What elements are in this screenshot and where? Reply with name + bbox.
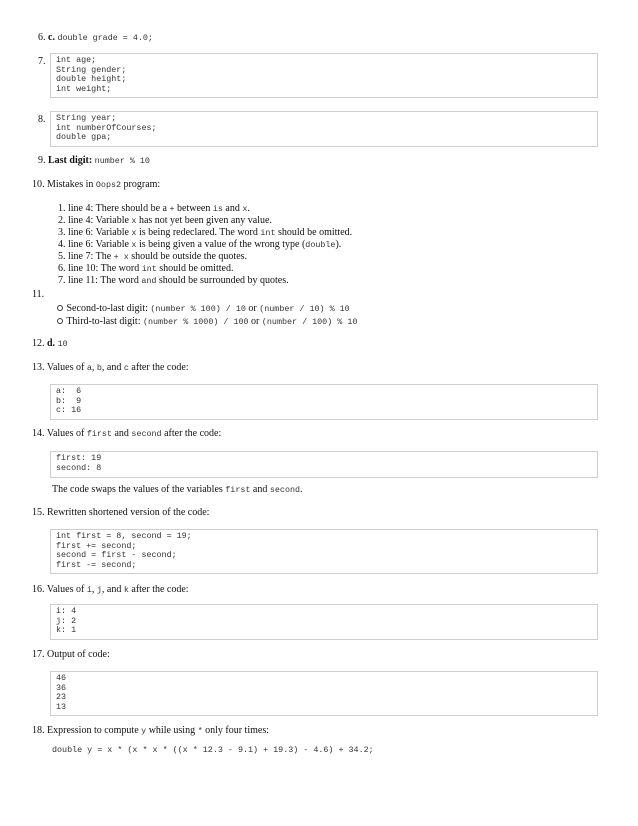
list-item [58, 251, 247, 263]
answer-12 [32, 338, 68, 350]
code-text: first [225, 485, 251, 495]
answer-10 [32, 179, 160, 191]
answer-18-code: double y = x * (x * x * ((x * 12.3 - 9.1) + 19.3) - 4.6) + 34.2; [52, 745, 374, 755]
code-text: second [269, 485, 301, 495]
code-text: first [86, 429, 112, 439]
text: line 11: The word [68, 275, 139, 286]
code-text: int [141, 264, 157, 274]
text: 15. [32, 507, 45, 518]
answer-15 [32, 507, 209, 518]
answer-code: Oops2 [95, 180, 122, 190]
answer-number: 9. [38, 155, 46, 166]
text: 3. [58, 227, 66, 238]
code-box-16 [50, 604, 598, 640]
code-line: int weight; [56, 83, 112, 94]
code-text: (number / 10) % 10 [259, 304, 350, 314]
text: is being given a value of the wrong type ( [138, 239, 306, 250]
code-text: (number % 1000) / 100 [142, 317, 249, 327]
text: 46 [56, 673, 67, 683]
code-text: * [197, 726, 203, 736]
text: Values of [46, 584, 85, 595]
code-box-7 [50, 53, 598, 98]
answer-label: c. [48, 32, 55, 43]
code-text: double [305, 240, 336, 250]
code-box-13 [50, 384, 598, 420]
code-text: k [123, 585, 129, 595]
answer-text: Mistakes in [47, 179, 94, 190]
text: 12. [32, 338, 45, 349]
code-text: x [242, 204, 248, 214]
text: Third-to-last digit: [66, 316, 141, 327]
text: first: 19 [56, 453, 102, 463]
text: Expression to compute [47, 725, 139, 736]
answer-8-number: 8. [38, 114, 46, 125]
text: Rewritten shortened version of the code: [47, 507, 210, 518]
code-text: is [212, 204, 223, 214]
answer-14 [32, 428, 221, 440]
code-text: (number / 100) % 10 [261, 317, 358, 327]
text: line 4: Variable [68, 215, 129, 226]
list-item [56, 303, 350, 315]
answer-9 [38, 155, 150, 167]
text: b: 9 [56, 395, 82, 406]
answer-6 [38, 32, 153, 44]
list-item [56, 316, 357, 328]
text: first += second; [56, 540, 137, 551]
text: 5. [58, 251, 66, 262]
code-text: (number % 100) / 10 [150, 304, 246, 314]
answer-code: double grade = 4.0; [57, 33, 153, 43]
list-item [58, 227, 352, 239]
text: while using [148, 725, 196, 736]
answer-18 [32, 725, 269, 737]
answer-text: program: [123, 179, 161, 190]
text: , [91, 584, 95, 595]
text: k: 1 [56, 625, 77, 636]
text: after the code: [131, 584, 189, 595]
code-text: x [131, 240, 137, 250]
code-line: double gpa; [56, 132, 112, 143]
text: or [248, 303, 257, 314]
code-text: c [123, 363, 129, 373]
list-item [58, 275, 289, 287]
text: should be outside the quotes. [131, 251, 248, 262]
code-text: j [96, 585, 102, 595]
text: and [252, 484, 268, 495]
code-text: a [86, 363, 92, 373]
answer-14-note [52, 484, 303, 496]
answer-number: 10. [32, 179, 45, 190]
text: should be omitted. [159, 263, 234, 274]
text: 17. [32, 649, 45, 660]
text: The code swaps the values of the variables [52, 484, 223, 495]
text: , [91, 362, 95, 373]
bullet-icon [56, 303, 64, 311]
text: second = first - second; [56, 550, 177, 561]
text: 13. [32, 362, 45, 373]
text: or [251, 316, 260, 327]
text: a: 6 [56, 386, 82, 396]
text: 23 [56, 692, 67, 703]
code-text: i [86, 585, 92, 595]
text: . [247, 203, 250, 214]
text: int first = 8, second = 19; [56, 531, 192, 541]
text: 2. [58, 215, 66, 226]
text: after the code: [131, 362, 189, 373]
code-text: x [131, 228, 137, 238]
text: line 6: Variable [68, 227, 129, 238]
text: is being redeclared. The word [138, 227, 258, 238]
text: Second-to-last digit: [66, 303, 148, 314]
text: , and [101, 362, 122, 373]
code-text: + x [113, 252, 129, 262]
text: 1. [58, 203, 66, 214]
text: ). [335, 239, 342, 250]
bullet-icon [56, 316, 64, 324]
text: line 7: The [68, 251, 112, 262]
text: 13 [56, 701, 67, 712]
text: line 4: There should be a [68, 203, 167, 214]
code-text: int [260, 228, 276, 238]
text: Output of code: [47, 649, 110, 660]
text: has not yet been given any value. [138, 215, 272, 226]
text: and [225, 203, 240, 214]
text: , and [101, 584, 122, 595]
list-item [58, 203, 250, 215]
text: second: 8 [56, 462, 102, 473]
text: between [177, 203, 211, 214]
answer-code: number % 10 [94, 156, 150, 166]
text: Values of [46, 362, 85, 373]
code-text: b [96, 363, 102, 373]
answer-11-number: 11. [32, 289, 45, 300]
answer-number: 6. [38, 32, 46, 43]
text: should be omitted. [277, 227, 353, 238]
answer-13 [32, 362, 189, 374]
code-text: and [141, 276, 157, 286]
text: Values of [46, 428, 85, 439]
code-line: double height; [56, 74, 127, 85]
code-text: 10 [57, 339, 68, 349]
text: i: 4 [56, 606, 77, 616]
code-line: int age; [56, 55, 97, 65]
text: 7. [58, 275, 66, 286]
text: 4. [58, 239, 66, 250]
code-box-15 [50, 529, 598, 574]
answer-16 [32, 584, 189, 596]
list-item [58, 239, 341, 251]
text: c: 16 [56, 405, 82, 416]
answer-17 [32, 649, 110, 660]
text: 16. [32, 584, 45, 595]
text: 36 [56, 682, 67, 693]
text: first -= second; [56, 559, 137, 570]
code-text: x [131, 216, 137, 226]
answer-label: Last digit: [48, 155, 93, 166]
code-box-17 [50, 671, 598, 716]
text: 6. [58, 263, 66, 274]
code-text: + [169, 204, 175, 214]
code-text: y [141, 726, 147, 736]
text: d. [47, 338, 56, 349]
text: should be surrounded by quotes. [158, 275, 289, 286]
text: line 6: Variable [68, 239, 129, 250]
text: and [114, 428, 129, 439]
code-box-14 [50, 451, 598, 478]
text: j: 2 [56, 615, 77, 626]
text: only four times: [205, 725, 269, 736]
text: line 10: The word [68, 263, 140, 274]
code-box-8 [50, 111, 598, 147]
code-line: String gender; [56, 64, 127, 75]
code-line: int numberOfCourses; [56, 122, 157, 133]
answer-7-number: 7. [38, 56, 46, 67]
text: 18. [32, 725, 45, 736]
code-text: second [131, 429, 162, 439]
text: after the code: [164, 428, 222, 439]
list-item [58, 215, 272, 227]
list-item [58, 263, 233, 275]
text: . [300, 484, 303, 495]
text: 14. [32, 428, 45, 439]
code-line: String year; [56, 113, 117, 123]
